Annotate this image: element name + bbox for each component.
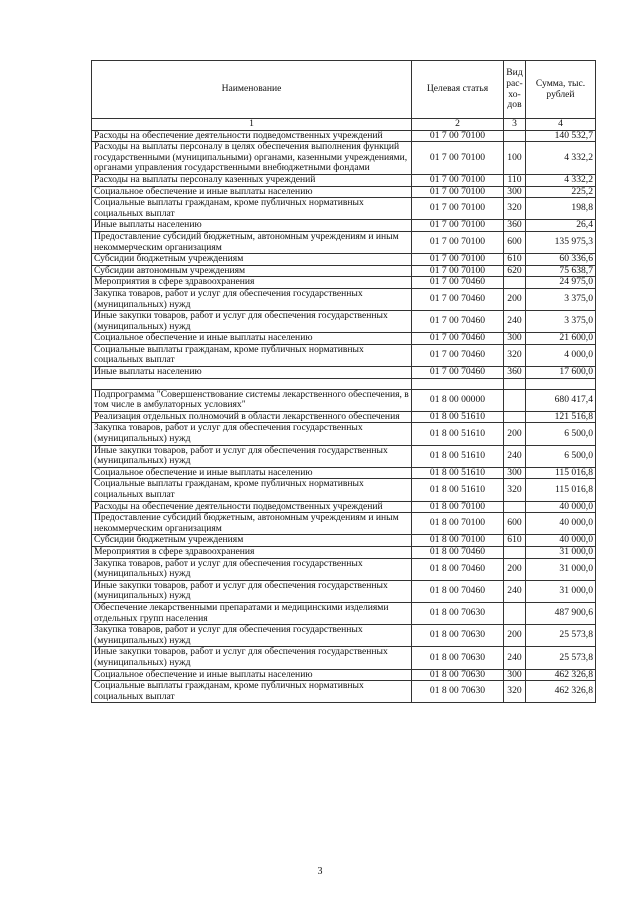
row-code: 01 7 00 70100 [412,130,504,142]
row-sum: 4 000,0 [526,344,596,366]
row-sum: 225,2 [526,186,596,198]
row-name: Обеспечение лекарственными препаратами и медицинскими изделиями отдельных групп населения [92,602,412,624]
row-vid: 360 [504,220,526,232]
row-sum: 60 336,6 [526,254,596,266]
row-name: Расходы на обеспечение деятельности подведомственных учреждений [92,130,412,142]
row-code: 01 8 00 70630 [412,647,504,669]
table-row [92,220,596,232]
header-vid: Вид рас- хо- дов [504,61,526,119]
row-vid [504,411,526,423]
row-name: Расходы на выплаты персоналу в целях обеспечения выполнения функций государственными (муниципальными) органами, казенными учреждениями, органами управления государственными внебюджетными фондами [92,142,412,175]
row-sum: 135 975,3 [526,231,596,253]
row-sum: 31 000,0 [526,580,596,602]
table-row [92,535,596,547]
row-sum: 17 600,0 [526,367,596,379]
table-row [92,501,596,513]
row-name: Социальное обеспечение и иные выплаты населению [92,186,412,198]
row-sum: 26,4 [526,220,596,232]
row-code: 01 8 00 70630 [412,681,504,703]
row-vid: 600 [504,231,526,253]
row-sum: 3 375,0 [526,311,596,333]
row-vid: 320 [504,681,526,703]
row-vid [504,130,526,142]
row-vid: 200 [504,558,526,580]
row-name: Социальное обеспечение и иные выплаты населению [92,669,412,681]
row-sum: 6 500,0 [526,445,596,467]
row-sum: 121 516,8 [526,411,596,423]
row-code: 01 8 00 51610 [412,411,504,423]
column-number: 3 [504,119,526,131]
table-row [92,513,596,535]
table-row [92,142,596,175]
row-name: Закупка товаров, работ и услуг для обеспечения государственных (муниципальных) нужд [92,423,412,445]
row-sum: 25 573,8 [526,647,596,669]
header-sum: Сумма, тыс. рублей [526,61,596,119]
table-row [92,467,596,479]
page-number: 3 [317,866,323,877]
row-sum: 25 573,8 [526,625,596,647]
row-code: 01 8 00 00000 [412,389,504,411]
row-code: 01 8 00 70460 [412,580,504,602]
row-name: Иные выплаты населению [92,367,412,379]
row-vid [504,501,526,513]
row-vid [504,602,526,624]
table-row [92,647,596,669]
row-code: 01 7 00 70460 [412,344,504,366]
row-name: Социальные выплаты гражданам, кроме публичных нормативных социальных выплат [92,681,412,703]
budget-table [91,60,596,703]
row-name: Социальные выплаты гражданам, кроме публичных нормативных социальных выплат [92,198,412,220]
row-name: Предоставление субсидий бюджетным, автономным учреждениям и иным некоммерческим организациям [92,513,412,535]
table-row [92,288,596,310]
row-code: 01 8 00 70630 [412,602,504,624]
row-vid: 610 [504,535,526,547]
row-sum: 462 326,8 [526,669,596,681]
row-name: Иные закупки товаров, работ и услуг для обеспечения государственных (муниципальных) нужд [92,580,412,602]
row-code: 01 8 00 70100 [412,535,504,547]
row-vid: 300 [504,186,526,198]
row-vid: 240 [504,311,526,333]
row-vid: 610 [504,254,526,266]
row-vid [504,389,526,411]
table-row [92,445,596,467]
row-sum: 24 975,0 [526,277,596,289]
row-vid: 360 [504,367,526,379]
row-vid: 240 [504,445,526,467]
column-number: 1 [92,119,412,131]
table-row [92,669,596,681]
row-name: Закупка товаров, работ и услуг для обеспечения государственных (муниципальных) нужд [92,288,412,310]
row-name: Иные выплаты населению [92,220,412,232]
row-name: Подпрограмма "Совершенствование системы лекарственного обеспечения, в том числе в амбулаторных условиях" [92,389,412,411]
column-number-row [92,119,596,131]
row-code: 01 8 00 51610 [412,479,504,501]
row-sum: 31 000,0 [526,558,596,580]
row-sum: 462 326,8 [526,681,596,703]
row-name: Иные закупки товаров, работ и услуг для обеспечения государственных (муниципальных) нужд [92,311,412,333]
table-row [92,198,596,220]
row-name: Мероприятия в сфере здравоохранения [92,546,412,558]
row-vid: 600 [504,513,526,535]
table-row [92,389,596,411]
row-code: 01 8 00 70460 [412,558,504,580]
row-code: 01 8 00 70630 [412,625,504,647]
row-name: Предоставление субсидий бюджетным, автономным учреждениям и иным некоммерческим организациям [92,231,412,253]
row-code [412,378,504,389]
row-name: Социальное обеспечение и иные выплаты населению [92,467,412,479]
row-name: Закупка товаров, работ и услуг для обеспечения государственных (муниципальных) нужд [92,558,412,580]
row-code: 01 8 00 70100 [412,513,504,535]
row-code: 01 7 00 70100 [412,142,504,175]
row-sum: 40 000,0 [526,535,596,547]
row-vid: 300 [504,669,526,681]
row-name: Расходы на выплаты персоналу казенных учреждений [92,174,412,186]
row-sum: 4 332,2 [526,174,596,186]
column-number: 2 [412,119,504,131]
row-sum: 6 500,0 [526,423,596,445]
table-row [92,580,596,602]
row-vid: 200 [504,625,526,647]
table-row [92,625,596,647]
row-name: Мероприятия в сфере здравоохранения [92,277,412,289]
row-sum: 680 417,4 [526,389,596,411]
table-row [92,265,596,277]
row-vid: 320 [504,344,526,366]
row-code: 01 7 00 70460 [412,311,504,333]
table-row [92,254,596,266]
row-code: 01 8 00 70100 [412,501,504,513]
row-name: Иные закупки товаров, работ и услуг для обеспечения государственных (муниципальных) нужд [92,445,412,467]
table-row [92,558,596,580]
row-sum: 40 000,0 [526,513,596,535]
row-sum: 198,8 [526,198,596,220]
row-sum: 21 600,0 [526,333,596,345]
row-code: 01 7 00 70100 [412,174,504,186]
row-name: Иные закупки товаров, работ и услуг для обеспечения государственных (муниципальных) нужд [92,647,412,669]
row-code: 01 7 00 70460 [412,277,504,289]
row-code: 01 7 00 70460 [412,288,504,310]
table-row [92,367,596,379]
row-name: Закупка товаров, работ и услуг для обеспечения государственных (муниципальных) нужд [92,625,412,647]
row-code: 01 8 00 51610 [412,423,504,445]
header-code: Целевая статья [412,61,504,119]
row-name: Реализация отдельных полномочий в области лекарственного обеспечения [92,411,412,423]
row-code: 01 8 00 70630 [412,669,504,681]
row-sum: 40 000,0 [526,501,596,513]
row-name: Социальные выплаты гражданам, кроме публичных нормативных социальных выплат [92,344,412,366]
row-vid: 620 [504,265,526,277]
row-vid [504,378,526,389]
row-sum: 75 638,7 [526,265,596,277]
row-name: Субсидии бюджетным учреждениям [92,254,412,266]
row-code: 01 7 00 70100 [412,186,504,198]
row-code: 01 8 00 70460 [412,546,504,558]
row-sum: 487 900,6 [526,602,596,624]
row-vid: 200 [504,288,526,310]
row-vid: 240 [504,647,526,669]
row-code: 01 7 00 70100 [412,198,504,220]
row-code: 01 7 00 70100 [412,220,504,232]
row-vid: 320 [504,198,526,220]
column-number: 4 [526,119,596,131]
row-code: 01 7 00 70460 [412,333,504,345]
row-code: 01 7 00 70100 [412,265,504,277]
table-row [92,411,596,423]
row-sum: 140 532,7 [526,130,596,142]
row-code: 01 7 00 70100 [412,231,504,253]
table-row [92,344,596,366]
table-row [92,546,596,558]
row-sum: 115 016,8 [526,467,596,479]
table-row [92,423,596,445]
row-code: 01 7 00 70460 [412,367,504,379]
row-sum [526,378,596,389]
row-vid: 320 [504,479,526,501]
table-row [92,277,596,289]
row-code: 01 8 00 51610 [412,467,504,479]
table-row [92,174,596,186]
row-vid [504,277,526,289]
row-vid [504,546,526,558]
table-row [92,231,596,253]
row-sum: 31 000,0 [526,546,596,558]
table-row [92,479,596,501]
table-row [92,602,596,624]
row-name: Социальные выплаты гражданам, кроме публичных нормативных социальных выплат [92,479,412,501]
row-vid: 110 [504,174,526,186]
table-row [92,333,596,345]
row-sum: 115 016,8 [526,479,596,501]
table-row [92,186,596,198]
table-row [92,681,596,703]
table-row [92,130,596,142]
row-vid: 100 [504,142,526,175]
header-row [92,61,596,119]
header-name: Наименование [92,61,412,119]
row-code: 01 7 00 70100 [412,254,504,266]
row-name: Субсидии бюджетным учреждениям [92,535,412,547]
row-vid: 300 [504,467,526,479]
row-name [92,378,412,389]
row-sum: 4 332,2 [526,142,596,175]
row-code: 01 8 00 51610 [412,445,504,467]
row-vid: 300 [504,333,526,345]
row-vid: 240 [504,580,526,602]
table-row-blank [92,378,596,389]
row-name: Расходы на обеспечение деятельности подведомственных учреждений [92,501,412,513]
row-name: Социальное обеспечение и иные выплаты населению [92,333,412,345]
row-sum: 3 375,0 [526,288,596,310]
row-vid: 200 [504,423,526,445]
table-body [92,130,596,703]
table-row [92,311,596,333]
row-name: Субсидии автономным учреждениям [92,265,412,277]
